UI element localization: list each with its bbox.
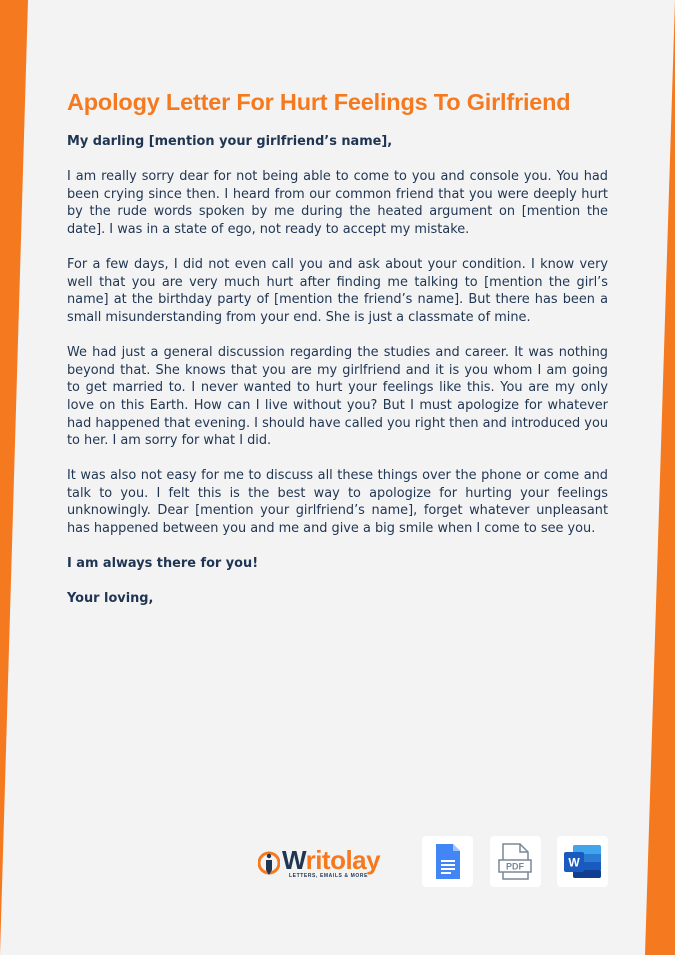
right-accent-stripe	[645, 0, 675, 955]
paragraph-4: It was also not easy for me to discuss all these things over the phone or come and talk to you. I felt this is the best way to apologize for hurting your feelings unknowingly. Dear [mention your girlfriend’s name], forget whatever unpleasant has happened between you and me and give a big smile when I come to see you.	[67, 468, 608, 537]
left-accent-stripe	[0, 0, 28, 955]
google-docs-download[interactable]	[422, 836, 473, 887]
brand-name: Writolay	[282, 845, 381, 875]
paragraph-1: I am really sorry dear for not being able to come to you and console you. You had been crying since then. I heard from our common friend that you were deeply hurt by the rude words spoken by me during the heated argument on [mention the date]. I was in a state of ego, not ready to accept my mistake.	[67, 169, 608, 237]
writolay-brand[interactable]	[258, 846, 398, 882]
word-download[interactable]	[557, 836, 608, 887]
word-icon	[557, 836, 608, 887]
closing-line: I am always there for you!	[67, 556, 259, 572]
paragraph-2: For a few days, I did not even call you and ask about your condition. I know very well that you are very much hurt after finding me talking to [mention the girl’s name] at the birthday party of [mention the friend’s name]. But there has been a small misunderstanding from your end. She is just a classmate of mine.	[67, 257, 608, 325]
letter-title: Apology Letter For Hurt Feelings To Girlfriend	[67, 88, 571, 115]
brand-tagline: LETTERS, EMAILS & MORE	[289, 873, 369, 879]
google-docs-icon	[422, 836, 473, 887]
writolay-logo-icon	[258, 848, 280, 878]
salutation: My darling [mention your girlfriend’s name],	[67, 134, 393, 149]
sign-off: Your loving,	[67, 591, 154, 607]
pdf-download[interactable]	[490, 836, 541, 887]
pdf-label: PDF	[506, 861, 524, 872]
letter-body	[67, 133, 608, 626]
pdf-icon	[490, 836, 541, 887]
word-label: W	[568, 855, 580, 870]
paragraph-3: We had just a general discussion regarding the studies and career. It was nothing beyond that. She knows that you are my girlfriend and it is you whom I am going to get married to. I never wanted to hurt your feelings like this. You are my only love on this Earth. How can I live without you? But I must apologize for whatever had happened that evening. I should have called you right then and introduced you to her. I am sorry for what I did.	[67, 345, 608, 449]
